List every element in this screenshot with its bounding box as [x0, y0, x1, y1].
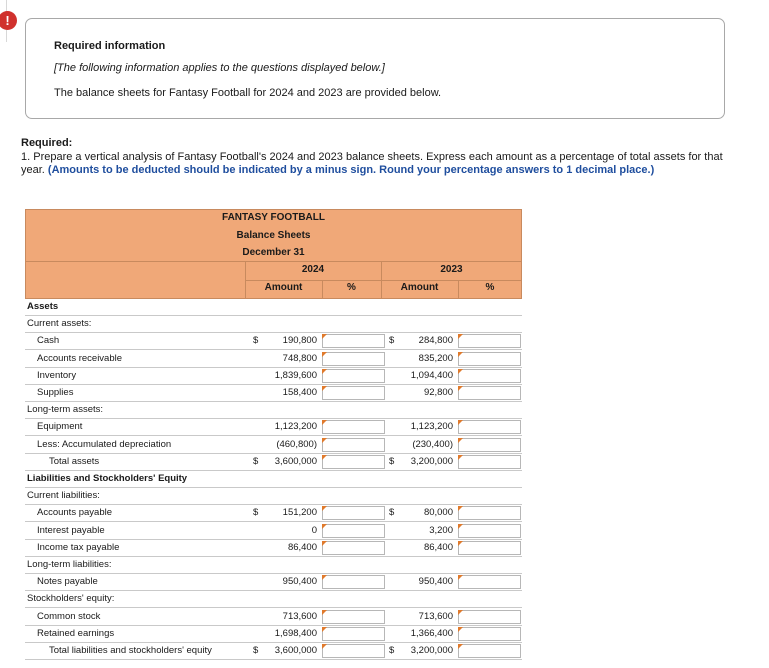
percent-2023-input[interactable] [458, 575, 521, 589]
table-row [25, 402, 522, 419]
amount-2024-value: 3,600,000 [274, 455, 317, 467]
row-label: Common stock [37, 610, 101, 622]
percent-2024-input[interactable] [322, 506, 385, 520]
percent-2023-input[interactable] [458, 610, 521, 624]
balance-sheet-table [25, 209, 522, 659]
row-label: Interest payable [37, 524, 105, 536]
percent-2024-input[interactable] [322, 386, 385, 400]
amount-2024-value: 1,839,600 [274, 369, 317, 381]
required-information-box [25, 18, 725, 119]
percent-2023-input[interactable] [458, 506, 521, 520]
required-instructions [21, 151, 726, 177]
percent-2024-input[interactable] [322, 455, 385, 469]
percent-2024-header: % [347, 282, 356, 293]
row-label: Current assets: [27, 318, 92, 330]
percent-2024-input[interactable] [322, 627, 385, 641]
amount-2023-value: 1,094,400 [410, 369, 453, 381]
amount-2023-value: 284,800 [418, 335, 453, 347]
dollar-sign: $ [253, 645, 259, 656]
percent-2024-input[interactable] [322, 541, 385, 555]
percent-2024-input[interactable] [322, 524, 385, 538]
table-row [25, 299, 522, 316]
amount-2024-value: 158,400 [282, 387, 317, 398]
info-italic-note: [The following information applies to the questions displayed below.] [54, 62, 385, 74]
required-note: (Amounts to be deducted should be indicated by a minus sign. Round your percentage answers to 1 decimal place.) [47, 164, 655, 176]
alert-icon: ! [0, 11, 17, 30]
row-label: Equipment [37, 421, 83, 433]
table-row [25, 609, 522, 626]
amount-2024-value: 3,600,000 [274, 645, 317, 656]
percent-2023-input[interactable] [458, 420, 521, 434]
table-row [25, 316, 522, 333]
amount-2023-value: 713,600 [418, 610, 453, 622]
year-2024-header: 2024 [301, 264, 325, 275]
amount-2023-header: Amount [400, 282, 439, 293]
row-label: Liabilities and Stockholders' Equity [27, 473, 188, 484]
row-label: Assets [27, 301, 59, 312]
percent-2023-input[interactable] [458, 455, 521, 469]
amount-2024-header: Amount [264, 282, 303, 293]
table-row [25, 523, 522, 540]
dollar-sign: $ [389, 455, 395, 467]
table-row [25, 385, 522, 402]
row-label: Cash [37, 335, 60, 347]
row-label: Stockholders' equity: [27, 593, 115, 605]
amount-2024-value: 151,200 [282, 507, 317, 519]
row-label: Total liabilities and stockholders' equity [49, 645, 212, 656]
amount-2024-value: 190,800 [282, 335, 317, 347]
table-row [25, 351, 522, 368]
table-row [25, 368, 522, 385]
percent-2023-input[interactable] [458, 386, 521, 400]
table-row [25, 437, 522, 454]
percent-2023-input[interactable] [458, 541, 521, 555]
amount-2024-value: 1,123,200 [274, 421, 317, 433]
row-label: Inventory [37, 369, 77, 381]
dollar-sign: $ [253, 507, 259, 519]
table-row [25, 471, 522, 488]
amount-2023-value: (230,400) [412, 438, 453, 450]
percent-2023-input[interactable] [458, 524, 521, 538]
amount-2024-value: 748,800 [282, 352, 317, 364]
table-row [25, 488, 522, 505]
percent-2024-input[interactable] [322, 420, 385, 434]
row-label: Current liabilities: [27, 490, 100, 502]
table-row [25, 574, 522, 591]
row-label: Long-term assets: [27, 404, 104, 416]
percent-2023-input[interactable] [458, 644, 521, 658]
amount-2023-value: 3,200,000 [410, 455, 453, 467]
row-label: Notes payable [37, 576, 98, 588]
statement-title: Balance Sheets [236, 230, 311, 241]
table-row [25, 626, 522, 643]
percent-2023-input[interactable] [458, 627, 521, 641]
company-name: FANTASY FOOTBALL [222, 212, 325, 223]
year-2023-header: 2023 [440, 264, 463, 275]
dollar-sign: $ [389, 507, 395, 519]
table-row [25, 454, 522, 471]
table-row [25, 419, 522, 436]
amount-2023-value: 86,400 [423, 541, 453, 553]
amount-2023-value: 1,123,200 [410, 421, 453, 433]
row-label: Total assets [49, 455, 100, 467]
percent-2024-input[interactable] [322, 438, 385, 452]
amount-2024-value: 950,400 [282, 576, 317, 588]
required-text: 1. Prepare a vertical analysis of Fantasy Football's 2024 and 2023 balance sheets. Express each amount as a percentage of total assets for that year. [21, 151, 723, 176]
amount-2023-value: 1,366,400 [410, 627, 453, 639]
percent-2023-input[interactable] [458, 369, 521, 383]
amount-2024-value: 0 [311, 524, 317, 536]
amount-2024-value: 86,400 [287, 541, 317, 553]
row-label: Income tax payable [37, 541, 120, 553]
amount-2024-value: 713,600 [282, 610, 317, 622]
required-label: Required: [21, 137, 73, 149]
amount-2024-value: 1,698,400 [274, 627, 317, 639]
statement-date: December 31 [242, 247, 305, 258]
percent-2024-input[interactable] [322, 610, 385, 624]
table-row [25, 333, 522, 350]
table-row [25, 540, 522, 557]
amount-2024-value: (460,800) [276, 438, 317, 450]
amount-2023-value: 835,200 [418, 352, 453, 364]
dollar-sign: $ [253, 335, 259, 347]
percent-2023-input[interactable] [458, 352, 521, 366]
table-row [25, 591, 522, 608]
dollar-sign: $ [253, 455, 259, 467]
percent-2024-input[interactable] [322, 352, 385, 366]
row-label: Accounts receivable [37, 352, 123, 364]
dollar-sign: $ [389, 645, 395, 656]
row-label: Retained earnings [37, 627, 115, 639]
row-label: Less: Accumulated depreciation [37, 438, 172, 450]
percent-2023-input[interactable] [458, 334, 521, 348]
percent-2024-input[interactable] [322, 575, 385, 589]
row-label: Accounts payable [37, 507, 112, 519]
amount-2023-value: 80,000 [423, 507, 453, 519]
amount-2023-value: 950,400 [418, 576, 453, 588]
info-text: The balance sheets for Fantasy Football for 2024 and 2023 are provided below. [54, 87, 442, 99]
amount-2023-value: 3,200,000 [410, 645, 453, 656]
percent-2024-input[interactable] [322, 644, 385, 658]
row-label: Long-term liabilities: [27, 559, 112, 570]
table-row [25, 643, 522, 660]
info-title: Required information [54, 40, 166, 52]
amount-2023-value: 92,800 [423, 387, 453, 398]
amount-2023-value: 3,200 [429, 524, 453, 536]
table-row [25, 505, 522, 522]
percent-2023-input[interactable] [458, 438, 521, 452]
dollar-sign: $ [389, 335, 395, 347]
row-label: Supplies [37, 387, 74, 398]
percent-2024-input[interactable] [322, 369, 385, 383]
percent-2024-input[interactable] [322, 334, 385, 348]
table-row [25, 557, 522, 574]
percent-2023-header: % [485, 282, 495, 293]
